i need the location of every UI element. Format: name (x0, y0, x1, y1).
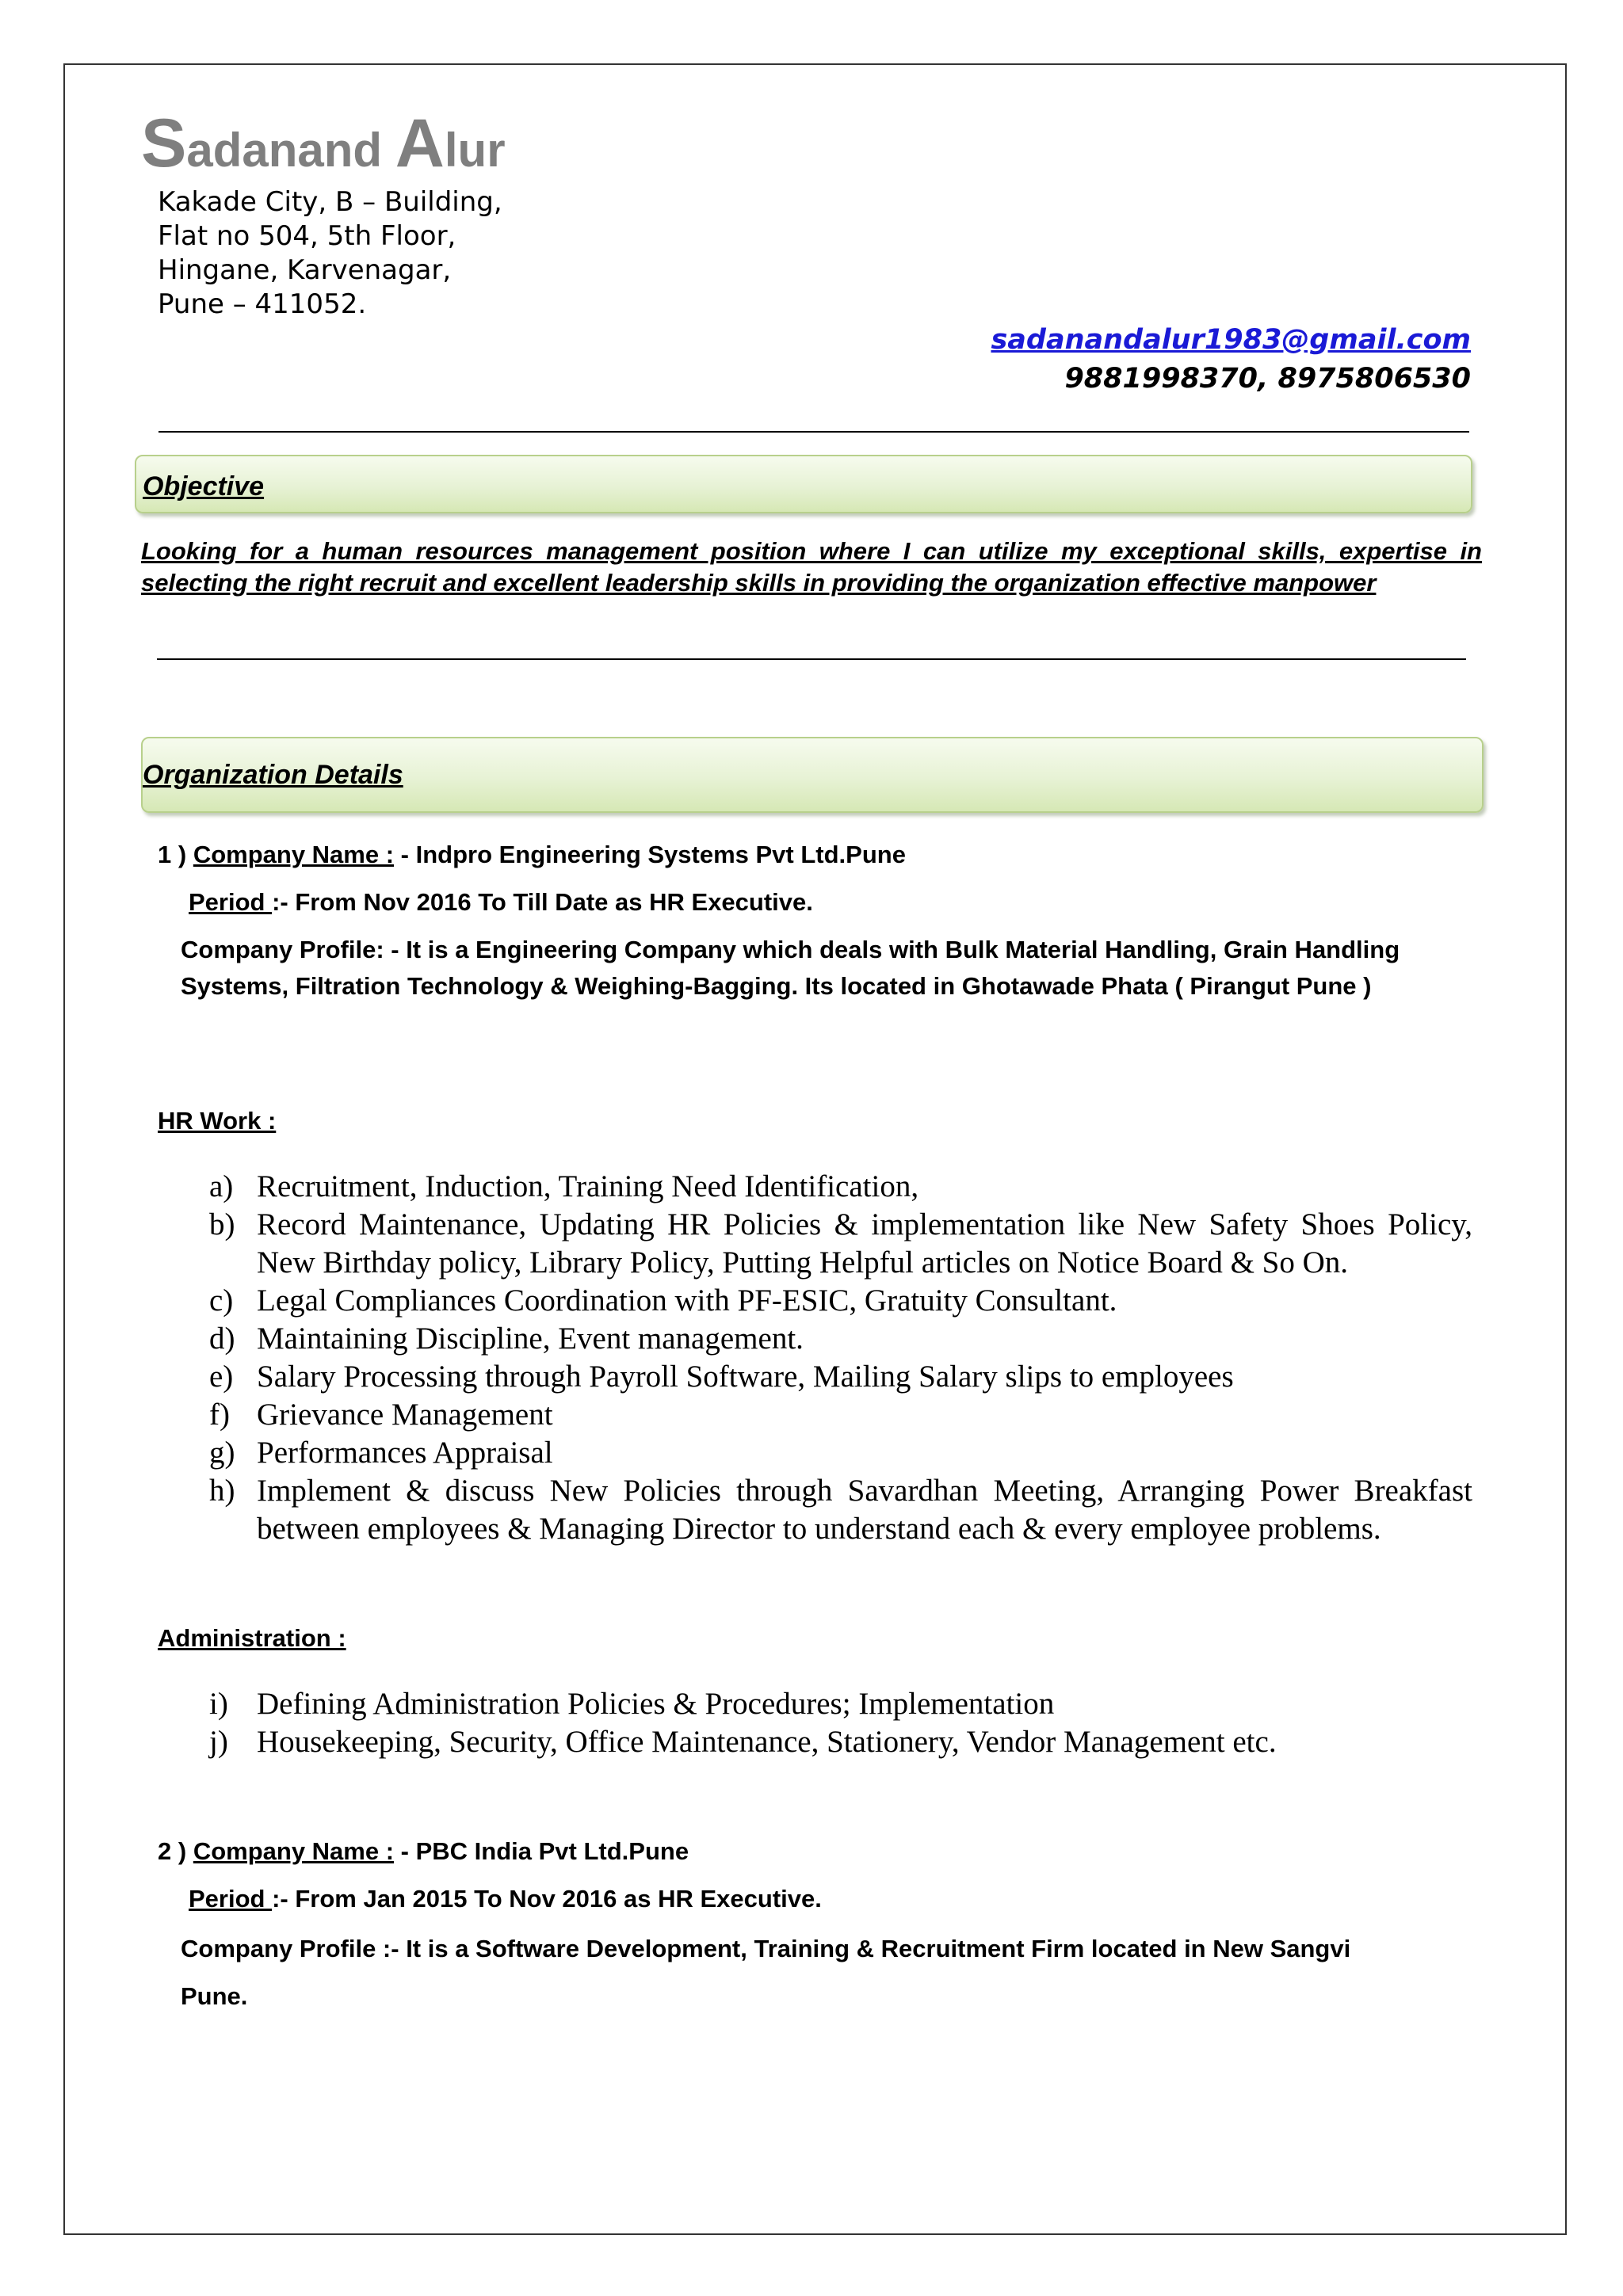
list-text: Implement & discuss New Policies through Savardhan Meeting, Arranging Power Breakfast between employees & Managing Director to understand each & every employee problems. (257, 1474, 1472, 1546)
list-marker: e) (209, 1360, 234, 1394)
list-marker: f) (209, 1398, 230, 1432)
list-text: Performances Appraisal (257, 1436, 553, 1470)
organization-title: Organization Details (143, 760, 403, 790)
list-item (209, 1358, 1472, 1396)
list-item (209, 1472, 1472, 1548)
list-item (209, 1396, 1472, 1434)
hr-work-title: HR Work : (158, 1107, 277, 1135)
name-first-rest: adanand (186, 124, 383, 177)
email-link[interactable]: sadanandalur1983@gmail.com (991, 324, 1471, 356)
objective-divider (157, 658, 1466, 660)
objective-text: Looking for a human resources management position where I can utilize my exceptional skills, expertise in selecting the right recruit and excellent leadership skills in providing the organization effective manpower (141, 537, 1482, 597)
list-marker: h) (209, 1474, 235, 1508)
list-item (209, 1168, 1472, 1206)
list-text: Defining Administration Policies & Procedures; Implementation (257, 1687, 1055, 1721)
administration-list (209, 1685, 1472, 1761)
list-marker: b) (209, 1207, 235, 1241)
list-item (209, 1320, 1472, 1358)
company-2-profile: Company Profile :- It is a Software Development, Training & Recruitment Firm located in New Sangvi Pune. (181, 1935, 1351, 2010)
list-text: Maintaining Discipline, Event management. (257, 1322, 804, 1356)
list-item (209, 1723, 1472, 1761)
company-2-period-line (189, 1886, 822, 1911)
list-item (209, 1685, 1472, 1723)
name-last-rest: lur (444, 124, 506, 177)
list-marker: a) (209, 1169, 234, 1203)
company-2-name-line (158, 1839, 689, 1863)
address-line-1: Kakade City, B – Building, (158, 186, 502, 218)
company-2-period-value: :- From Jan 2015 To Nov 2016 as HR Executive. (272, 1885, 822, 1913)
list-item (209, 1206, 1472, 1282)
company-1-name-label: Company Name : (193, 841, 395, 868)
list-marker: j) (209, 1725, 228, 1759)
company-1-period-value: :- From Nov 2016 To Till Date as HR Executive. (272, 888, 813, 916)
list-marker: i) (209, 1687, 228, 1721)
company-2-number: 2 ) (158, 1837, 187, 1865)
administration-title: Administration : (158, 1624, 346, 1652)
list-text: Legal Compliances Coordination with PF-ESIC, Gratuity Consultant. (257, 1283, 1117, 1318)
company-2-name-value: - PBC India Pvt Ltd.Pune (394, 1837, 689, 1865)
company-1-period-label: Period (189, 888, 273, 916)
list-text: Salary Processing through Payroll Software, Mailing Salary slips to employees (257, 1360, 1234, 1394)
name-initial-first: S (141, 105, 187, 181)
list-text: Housekeeping, Security, Office Maintenance, Stationery, Vendor Management etc. (257, 1725, 1277, 1759)
candidate-name (141, 105, 506, 181)
header-divider (158, 431, 1469, 433)
list-text: Recruitment, Induction, Training Need Identification, (257, 1169, 919, 1203)
list-marker: c) (209, 1283, 234, 1318)
list-marker: d) (209, 1322, 235, 1356)
hr-work-list (209, 1168, 1472, 1548)
company-2-period-label: Period (189, 1885, 273, 1913)
company-1-profile: Company Profile: - It is a Engineering Company which deals with Bulk Material Handling, Grain Handling Systems, Filtration Technology & Weighing-Bagging. Its located in Ghotawade Phata ( Pirangut Pune ) (181, 936, 1400, 1000)
company-1-name-value: - Indpro Engineering Systems Pvt Ltd.Pune (394, 841, 906, 868)
list-marker: g) (209, 1436, 235, 1470)
address-line-4: Pune – 411052. (158, 288, 367, 320)
list-item (209, 1282, 1472, 1320)
list-item (209, 1434, 1472, 1472)
company-1-name-line (158, 842, 906, 867)
company-2-name-label: Company Name : (193, 1837, 395, 1865)
name-initial-last: A (395, 105, 445, 181)
company-1-number: 1 ) (158, 841, 187, 868)
phone-numbers: 9881998370, 8975806530 (1064, 363, 1471, 395)
list-text: Record Maintenance, Updating HR Policies & implementation like New Safety Shoes Policy, New Birthday policy, Library Policy, Putting Helpful articles on Notice Board & So On. (257, 1207, 1472, 1280)
objective-title: Objective (143, 471, 265, 502)
objective-section-bar (135, 455, 1472, 513)
address-line-2: Flat no 504, 5th Floor, (158, 220, 456, 252)
list-text: Grievance Management (257, 1398, 553, 1432)
address-line-3: Hingane, Karvenagar, (158, 254, 452, 286)
company-1-period-line (189, 890, 813, 914)
